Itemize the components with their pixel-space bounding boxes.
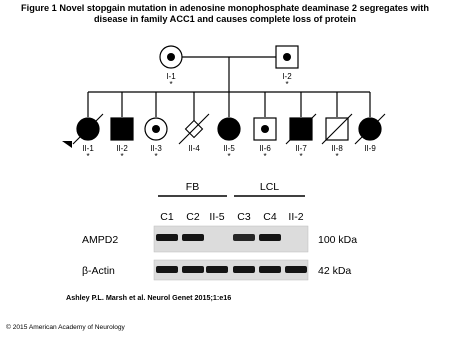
pedigree-member-ii-4	[179, 114, 209, 153]
female-symbol	[218, 118, 240, 140]
blot-size-label: 100 kDa	[318, 234, 358, 246]
genotyped-star: *	[227, 152, 231, 161]
genotyped-star: *	[299, 152, 303, 161]
pedigree-label: I-2	[282, 72, 292, 81]
blot-lane-label: C1	[160, 211, 174, 223]
blot-band	[259, 266, 281, 273]
genotyped-star: *	[86, 152, 90, 161]
blot-lane-label: C2	[186, 211, 200, 223]
blot-group-label: FB	[185, 181, 200, 193]
blot-band	[206, 266, 228, 273]
blot-band	[156, 266, 178, 273]
blot-band	[233, 266, 255, 273]
pedigree-member-ii-7	[286, 114, 316, 161]
genotyped-star: *	[169, 80, 173, 89]
pedigree-member-ii-3	[145, 118, 167, 161]
pedigree-label: II-2	[116, 144, 128, 153]
western-blot	[82, 181, 357, 280]
pedigree-member-ii-5	[218, 118, 240, 161]
genotyped-star: *	[335, 152, 339, 161]
blot-band	[182, 266, 204, 273]
figure-title-line-2: disease in family ACC1 and causes complete loss of protein	[93, 14, 357, 24]
pedigree-label: II-5	[223, 144, 235, 153]
carrier-dot	[261, 125, 269, 133]
pedigree-label: II-9	[364, 144, 376, 153]
pedigree-member-ii-8	[322, 114, 352, 161]
blot-lane-label: II-2	[288, 211, 304, 223]
blot-size-label: 42 kDa	[318, 265, 352, 277]
blot-band	[233, 234, 255, 241]
blot-band	[259, 234, 281, 241]
pedigree-member-ii-1	[62, 114, 103, 161]
blot-lane-label: C4	[263, 211, 277, 223]
genotyped-star: *	[120, 152, 124, 161]
pedigree-label: II-3	[150, 144, 162, 153]
pedigree-member-ii-2	[111, 118, 133, 161]
blot-group-label: LCL	[259, 181, 280, 193]
copyright-notice: © 2015 American Academy of Neurology	[6, 324, 125, 331]
blot-protein-label: AMPD2	[82, 234, 119, 246]
carrier-dot	[167, 53, 175, 61]
pedigree-member-ii-6	[254, 118, 276, 161]
pedigree-label: II-8	[331, 144, 343, 153]
blot-band	[156, 234, 178, 241]
blot-band	[285, 266, 307, 273]
blot-band	[182, 234, 204, 241]
pedigree-member-ii-9	[355, 114, 385, 153]
blot-lane-label: C3	[237, 211, 251, 223]
pedigree-member-i-1	[160, 46, 182, 89]
pedigree-label: II-7	[295, 144, 307, 153]
blot-protein-label: β-Actin	[82, 265, 115, 277]
pedigree-label: I-1	[166, 72, 176, 81]
proband-arrow-icon	[62, 141, 72, 148]
pedigree-label: II-4	[188, 144, 200, 153]
carrier-dot	[152, 125, 160, 133]
pedigree-label: II-6	[259, 144, 271, 153]
male-symbol	[111, 118, 133, 140]
genotyped-star: *	[263, 152, 267, 161]
pedigree-label: II-1	[82, 144, 94, 153]
pedigree-member-i-2	[276, 46, 298, 89]
pedigree-lines	[88, 57, 370, 121]
citation: Ashley P.L. Marsh et al. Neurol Genet 2015;1:e16	[66, 293, 232, 302]
genotyped-star: *	[154, 152, 158, 161]
blot-lane-label: II-5	[209, 211, 225, 223]
genotyped-star: *	[285, 80, 289, 89]
carrier-dot	[283, 53, 291, 61]
figure-title-line-1: Figure 1 Novel stopgain mutation in adenosine monophosphate deaminase 2 segregates with	[21, 3, 429, 13]
